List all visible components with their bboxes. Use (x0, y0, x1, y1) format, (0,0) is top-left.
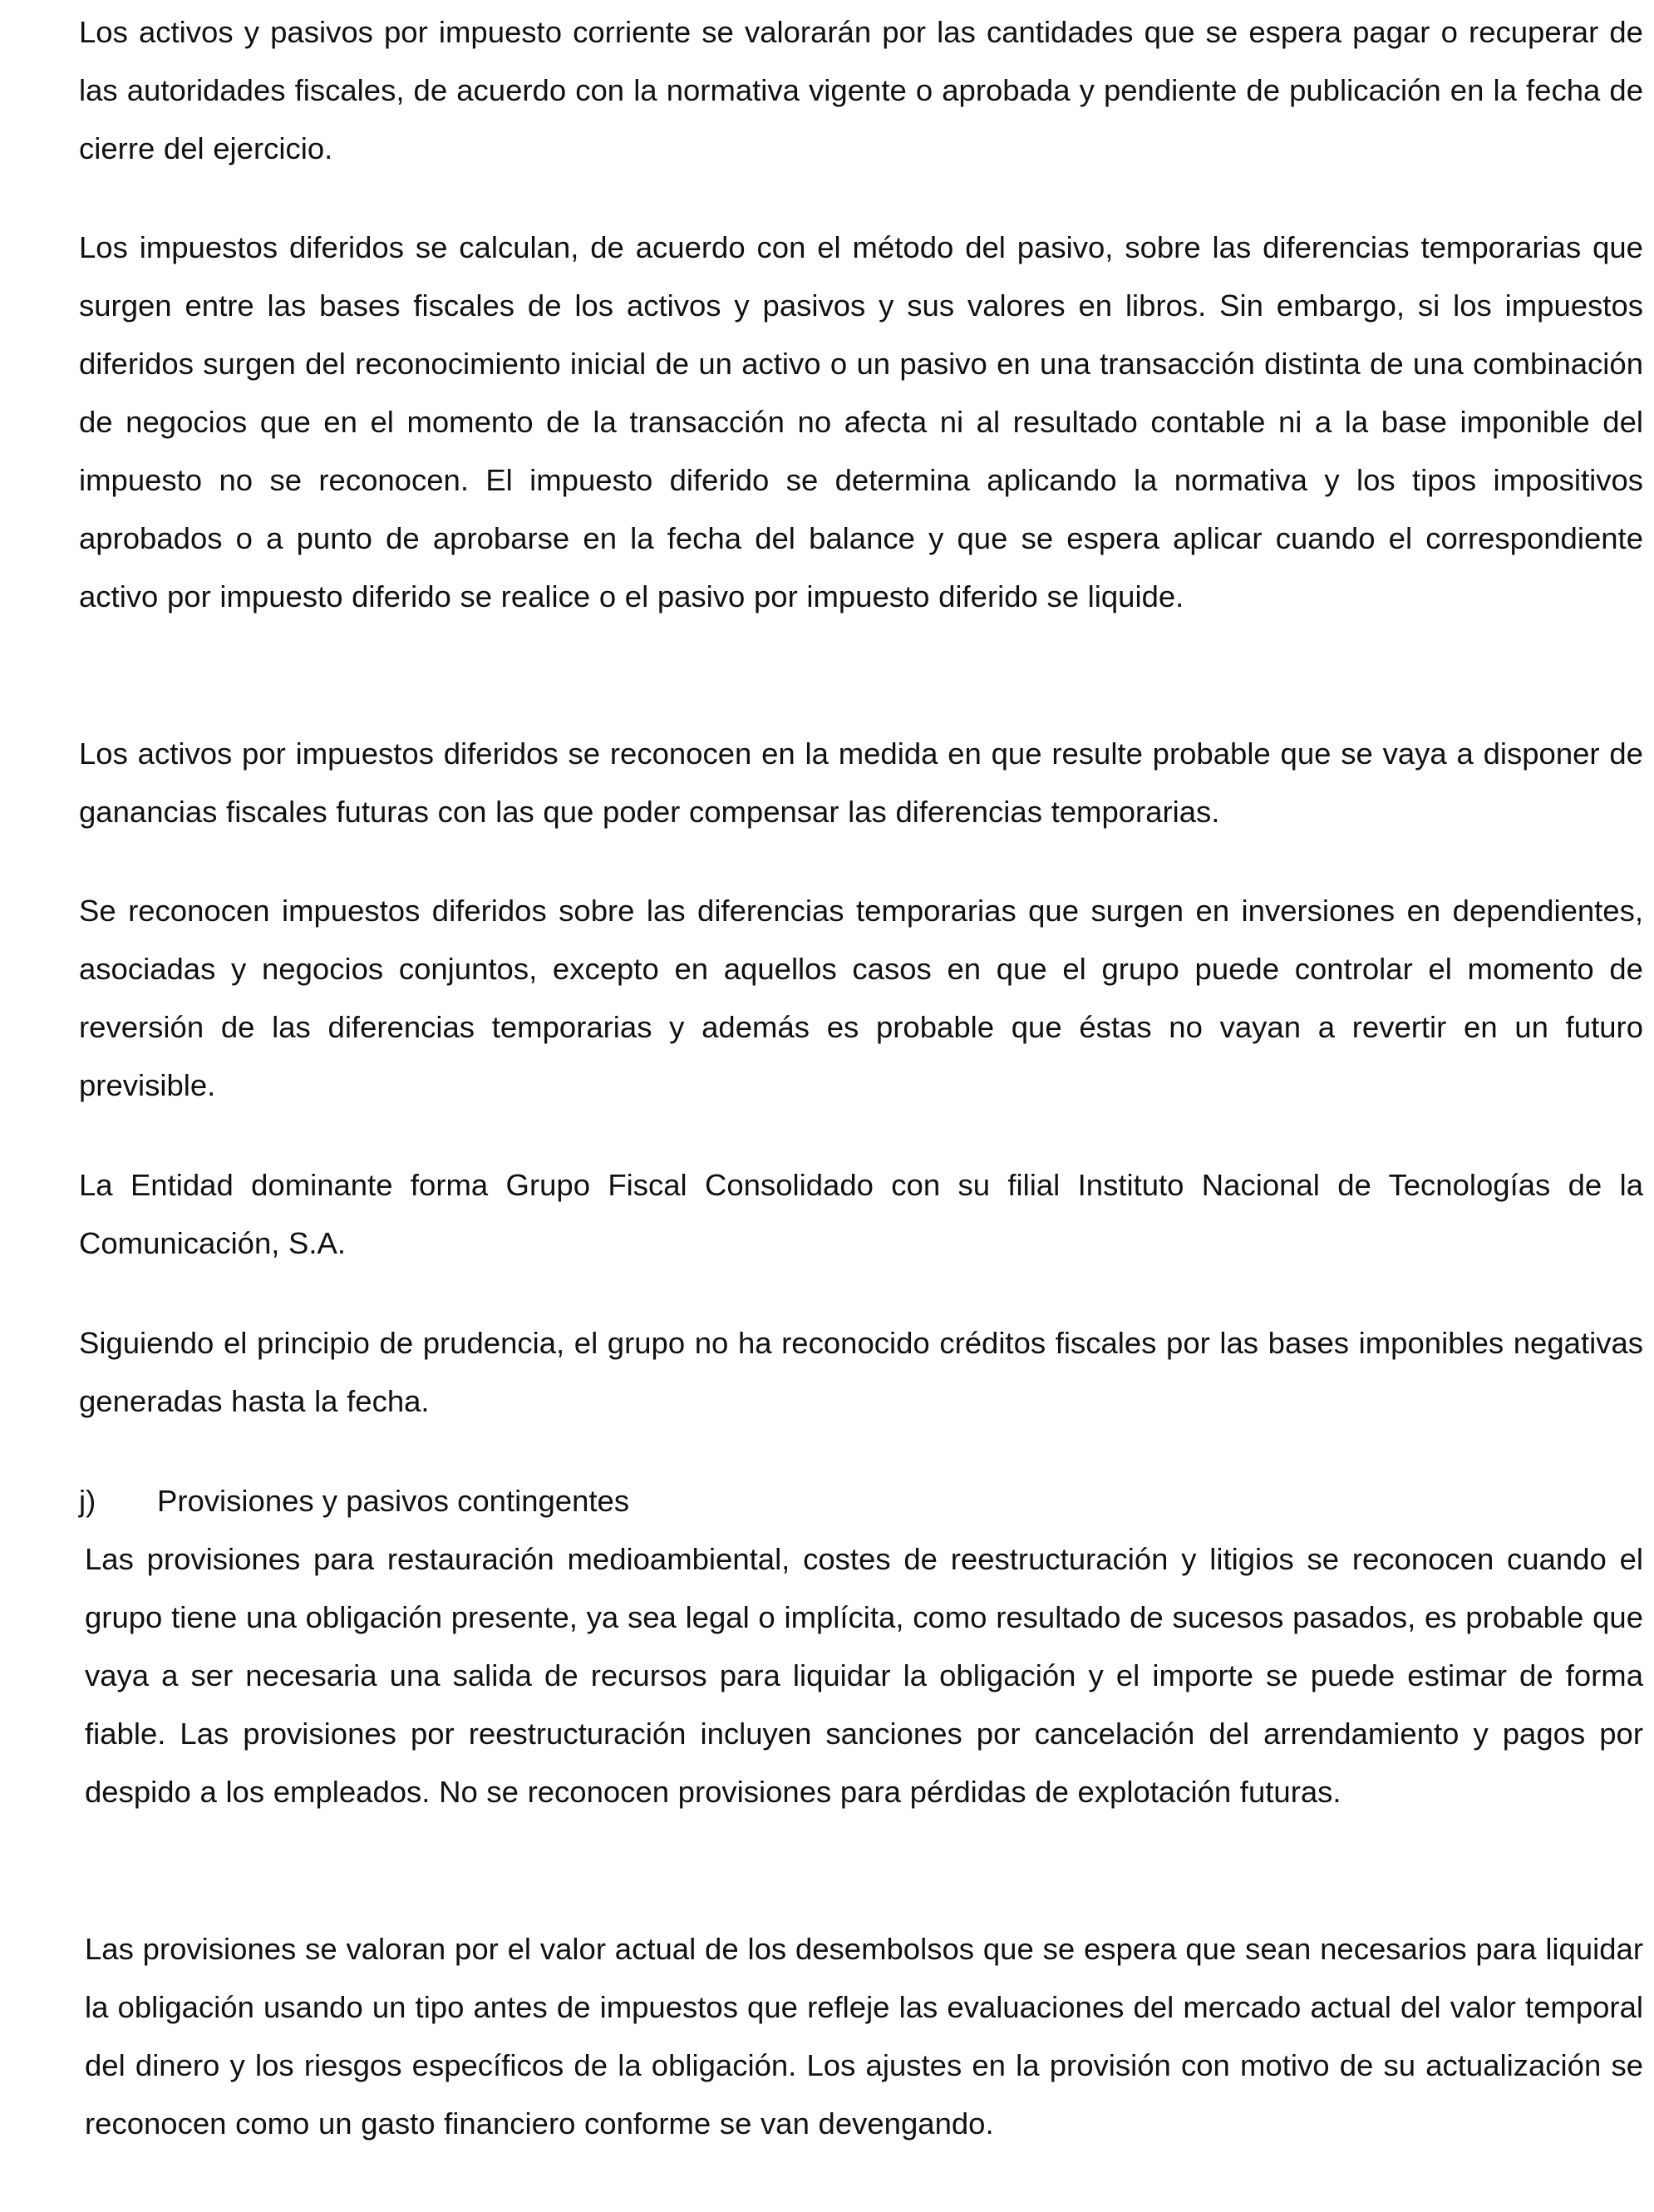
paragraph-provisions-recognition: Las provisiones para restauración medioambiental, costes de reestructuración y litigios se reconocen cuando el grupo tiene una obligación presente, ya sea legal o implícita, como resultado de sucesos pasados, es probable que vaya a ser necesaria una salida de recursos para liquidar la obligación y el importe se puede estimar de forma fiable. Las provisiones por reestructuración incluyen sanciones por cancelación del arrendamiento y pagos por despido a los empleados. No se reconocen provisiones para pérdidas de explotación futuras. (85, 1542, 1643, 1809)
paragraph-temporary-differences-investments: Se reconocen impuestos diferidos sobre las diferencias temporarias que surgen en inversiones en dependientes, asociadas y negocios conjuntos, excepto en aquellos casos en que el grupo puede controlar el momento de reversión de las diferencias temporarias y además es probable que éstas no vayan a revertir en un futuro previsible. (79, 894, 1643, 1102)
section-heading-provisions (79, 1472, 1643, 1530)
paragraph-current-tax: Los activos y pasivos por impuesto corriente se valorarán por las cantidades que se espera pagar o recuperar de las autoridades fiscales, de acuerdo con la normativa vigente o aprobada y pendiente de publicación en la fecha de cierre del ejercicio. (79, 15, 1643, 165)
paragraph-prudence-principle: Siguiendo el principio de prudencia, el grupo no ha reconocido créditos fiscales por las bases imponibles negativas generadas hasta la fecha. (79, 1326, 1643, 1418)
section-title: Provisiones y pasivos contingentes (157, 1484, 630, 1518)
paragraph-provisions-valuation: Las provisiones se valoran por el valor actual de los desembolsos que se espera que sean necesarios para liquidar la obligación usando un tipo antes de impuestos que refleje las evaluaciones del mercado actual del valor temporal del dinero y los riesgos específicos de la obligación. Los ajustes en la provisión con motivo de su actualización se reconocen como un gasto financiero conforme se van devengando. (85, 1932, 1643, 2141)
paragraph-deferred-tax-calculation: Los impuestos diferidos se calculan, de acuerdo con el método del pasivo, sobre las diferencias temporarias que surgen entre las bases fiscales de los activos y pasivos y sus valores en libros. Sin embargo, si los impuestos diferidos surgen del reconocimiento inicial de un activo o un pasivo en una transacción distinta de una combinación de negocios que en el momento de la transacción no afecta ni al resultado contable ni a la base imponible del impuesto no se reconocen. El impuesto diferido se determina aplicando la normativa y los tipos impositivos aprobados o a punto de aprobarse en la fecha del balance y que se espera aplicar cuando el correspondiente activo por impuesto diferido se realice o el pasivo por impuesto diferido se liquide. (79, 230, 1643, 613)
paragraph-tax-group: La Entidad dominante forma Grupo Fiscal Consolidado con su filial Instituto Nacional de Tecnologías de la Comunicación, S.A. (79, 1168, 1643, 1260)
section-letter: j) (79, 1484, 96, 1518)
paragraph-deferred-tax-assets: Los activos por impuestos diferidos se reconocen en la medida en que resulte probable que se vaya a disponer de ganancias fiscales futuras con las que poder compensar las diferencias temporarias. (79, 737, 1643, 829)
